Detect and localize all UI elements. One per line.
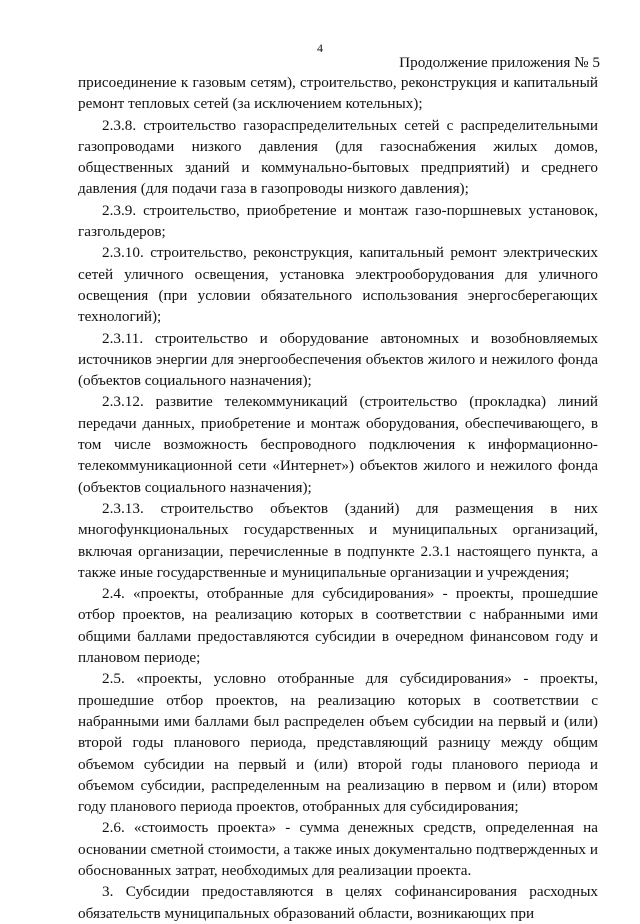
paragraph-0: присоединение к газовым сетям), строительство, реконструкция и капитальный ремонт тепловых сетей (за исключением котельных); bbox=[78, 74, 598, 113]
paragraph-2-6: 2.6. «стоимость проекта» - сумма денежных средств, определенная на основании сметной стоимости, а также иных документально подтвержденных и обоснованных затрат, необходимых для реализации проекта. bbox=[78, 819, 598, 879]
paragraph-2-3-11: 2.3.11. строительство и оборудование автономных и возобновляемых источников энергии для энергообеспечения объектов жилого и нежилого фонда (объектов социального назначения); bbox=[78, 329, 598, 390]
paragraph-3: 3. Субсидии предоставляются в целях софинансирования расходных обязательств муниципальных образований области, возникающих при bbox=[78, 883, 598, 922]
paragraph-2-3-9: 2.3.9. строительство, приобретение и монтаж газо-поршневых установок, газгольдеров; bbox=[78, 201, 598, 241]
page-number: 4 bbox=[317, 41, 323, 55]
paragraph-2-3-10: 2.3.10. строительство, реконструкция, капитальный ремонт электрических сетей уличного освещения, установка электрооборудования для уличного освещения (при условии обязательного использования энергосберегающих технологий); bbox=[78, 244, 598, 326]
paragraph-2-4: 2.4. «проекты, отобранные для субсидирования» - проекты, прошедшие отбор проектов, на реализацию которых в соответствии с набранными ими общими баллами предоставляются субсидии в очередном финансовом году и плановом периоде; bbox=[78, 585, 598, 667]
paragraph-2-3-8: 2.3.8. строительство газораспределительных сетей с распределительными газопроводами низкого давления (для газоснабжения жилых домов, общественных зданий и коммунально-бытовых предприятий) и среднего давления (для подачи газа в газопроводы низкого давления); bbox=[78, 116, 598, 198]
paragraph-2-5: 2.5. «проекты, условно отобранные для субсидирования» - проекты, прошедшие отбор проектов, на реализацию которых в соответствии с набранными ими баллами был распределен объем субсидии на первый и (или) второй годы планового периода, представляющий разницу между общим объемом субсидии на первый и (или) второй годы планового периода и объемом субсидии, распределенным на реализацию в первом и (или) втором году планового периода проектов, отобранных для субсидирования; bbox=[78, 670, 598, 816]
appendix-continuation-note: Продолжение приложения № 5 bbox=[399, 54, 600, 71]
paragraph-2-3-13: 2.3.13. строительство объектов (зданий) для размещения в них многофункциональных государственных и муниципальных организаций, включая организации, перечисленные в подпункте 2.3.1 настоящего пункта, а также иные государственные и муниципальные организации и учреждения; bbox=[78, 499, 598, 581]
document-body bbox=[78, 72, 598, 924]
paragraph-2-3-12: 2.3.12. развитие телекоммуникаций (строительство (прокладка) линий передачи данных, приобретение и монтаж оборудования, обеспечивающего, в том числе возможность беспроводного подключения к информационно-телекоммуникационной сети «Интернет») объектов жилого и нежилого фонда (объектов социального назначения); bbox=[78, 393, 598, 496]
